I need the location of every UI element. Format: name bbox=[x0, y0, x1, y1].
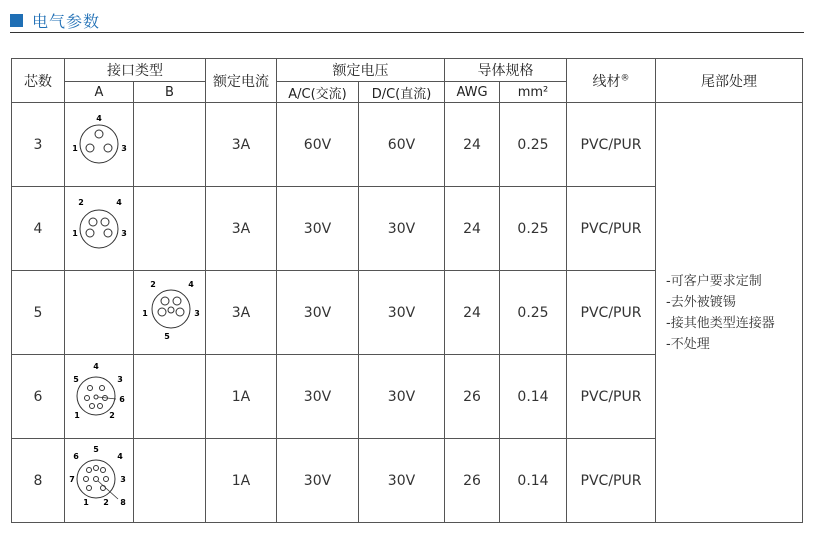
pin-label: 5 bbox=[93, 444, 99, 454]
pin-label: 1 bbox=[72, 228, 78, 238]
pin-label: 4 bbox=[96, 113, 102, 123]
cell-ac: 30V bbox=[277, 271, 359, 355]
cell-mm2: 0.14 bbox=[500, 355, 567, 439]
header-cores: 芯数 bbox=[12, 59, 65, 103]
cell-diagram-a bbox=[65, 271, 134, 355]
cell-diagram-b bbox=[134, 187, 206, 271]
cell-current: 3A bbox=[206, 103, 277, 187]
header-col-a: A bbox=[65, 82, 134, 103]
pin-label: 2 bbox=[78, 197, 84, 207]
section-header bbox=[10, 8, 100, 32]
cell-current: 1A bbox=[206, 439, 277, 523]
pin-label: 7 bbox=[69, 474, 75, 484]
section-title: 电气参数 bbox=[32, 11, 101, 31]
header-ac: A/C(交流) bbox=[277, 82, 359, 103]
cell-mm2: 0.25 bbox=[500, 187, 567, 271]
pin-label: 3 bbox=[117, 374, 123, 384]
pin-label: 8 bbox=[120, 497, 126, 507]
connector-3pin-icon bbox=[67, 111, 131, 175]
pin-label: 3 bbox=[120, 474, 126, 484]
cell-wire: PVC/PUR bbox=[567, 187, 656, 271]
header-dc: D/C(直流) bbox=[359, 82, 445, 103]
pin-label: 4 bbox=[187, 279, 194, 289]
pin-label: 3 bbox=[121, 228, 127, 238]
cell-cores: 4 bbox=[12, 187, 65, 271]
header-wire bbox=[567, 59, 656, 103]
cell-diagram-b bbox=[134, 103, 206, 187]
header-wire-label: 线材 bbox=[592, 73, 621, 90]
cell-cores: 6 bbox=[12, 355, 65, 439]
cell-dc: 60V bbox=[359, 103, 445, 187]
tail-option: -去外被镀锡 bbox=[666, 294, 736, 310]
pin-label: 4 bbox=[116, 197, 122, 207]
cell-dc: 30V bbox=[359, 355, 445, 439]
header-divider bbox=[10, 32, 804, 33]
cell-mm2: 0.14 bbox=[500, 439, 567, 523]
electrical-parameters-table bbox=[11, 58, 803, 523]
connector-6pin-icon bbox=[66, 360, 132, 430]
cell-awg: 24 bbox=[445, 103, 500, 187]
connector-5pin-icon bbox=[137, 278, 203, 344]
cell-dc: 30V bbox=[359, 439, 445, 523]
pin-label: 1 bbox=[74, 410, 80, 420]
pin-label: 5 bbox=[73, 374, 79, 384]
cell-current: 3A bbox=[206, 187, 277, 271]
cell-awg: 24 bbox=[445, 271, 500, 355]
section-marker-icon bbox=[10, 14, 23, 27]
cell-cores: 3 bbox=[12, 103, 65, 187]
tail-option: -不处理 bbox=[666, 336, 710, 352]
cell-ac: 30V bbox=[277, 355, 359, 439]
pin-label: 1 bbox=[72, 143, 78, 153]
header-wire-mark: ® bbox=[620, 72, 630, 83]
pin-label: 4 bbox=[93, 361, 99, 371]
cell-diagram-b bbox=[134, 271, 206, 355]
cell-diagram-b bbox=[134, 439, 206, 523]
cell-awg: 26 bbox=[445, 355, 500, 439]
cell-wire: PVC/PUR bbox=[567, 271, 656, 355]
cell-current: 1A bbox=[206, 355, 277, 439]
tail-option: -接其他类型连接器 bbox=[666, 315, 775, 331]
pin-label: 4 bbox=[117, 451, 123, 461]
cell-wire: PVC/PUR bbox=[567, 355, 656, 439]
cell-ac: 30V bbox=[277, 187, 359, 271]
cell-ac: 60V bbox=[277, 103, 359, 187]
cell-ac: 30V bbox=[277, 439, 359, 523]
pin-label: 2 bbox=[109, 410, 115, 420]
cell-mm2: 0.25 bbox=[500, 271, 567, 355]
header-mm2: mm² bbox=[500, 82, 567, 103]
cell-diagram-a bbox=[65, 439, 134, 523]
header-tail: 尾部处理 bbox=[656, 59, 803, 103]
cell-wire: PVC/PUR bbox=[567, 103, 656, 187]
header-col-b: B bbox=[134, 82, 206, 103]
header-rated-current: 额定电流 bbox=[206, 59, 277, 103]
cell-awg: 24 bbox=[445, 187, 500, 271]
connector-8pin-icon bbox=[66, 443, 132, 515]
cell-diagram-a bbox=[65, 103, 134, 187]
pin-label: 3 bbox=[121, 143, 127, 153]
tail-option: -可客户要求定制 bbox=[666, 273, 762, 289]
cell-current: 3A bbox=[206, 271, 277, 355]
pin-label: 6 bbox=[119, 394, 125, 404]
header-awg: AWG bbox=[445, 82, 500, 103]
connector-4pin-icon bbox=[67, 195, 131, 259]
cell-dc: 30V bbox=[359, 187, 445, 271]
pin-label: 5 bbox=[163, 331, 170, 341]
header-conductor: 导体规格 bbox=[445, 59, 567, 82]
pin-label: 1 bbox=[141, 308, 148, 318]
pin-label: 6 bbox=[73, 451, 79, 461]
cell-cores: 8 bbox=[12, 439, 65, 523]
cell-diagram-b bbox=[134, 355, 206, 439]
header-rated-voltage: 额定电压 bbox=[277, 59, 445, 82]
cell-dc: 30V bbox=[359, 271, 445, 355]
cell-cores: 5 bbox=[12, 271, 65, 355]
cell-mm2: 0.25 bbox=[500, 103, 567, 187]
cell-wire: PVC/PUR bbox=[567, 439, 656, 523]
pin-label: 2 bbox=[103, 497, 109, 507]
header-connector-type: 接口类型 bbox=[65, 59, 206, 82]
pin-label: 3 bbox=[193, 308, 200, 318]
pin-label: 2 bbox=[149, 279, 156, 289]
cell-tail-options bbox=[656, 103, 803, 523]
cell-diagram-a bbox=[65, 187, 134, 271]
cell-diagram-a bbox=[65, 355, 134, 439]
cell-awg: 26 bbox=[445, 439, 500, 523]
pin-label: 1 bbox=[83, 497, 89, 507]
table-row bbox=[12, 103, 803, 187]
